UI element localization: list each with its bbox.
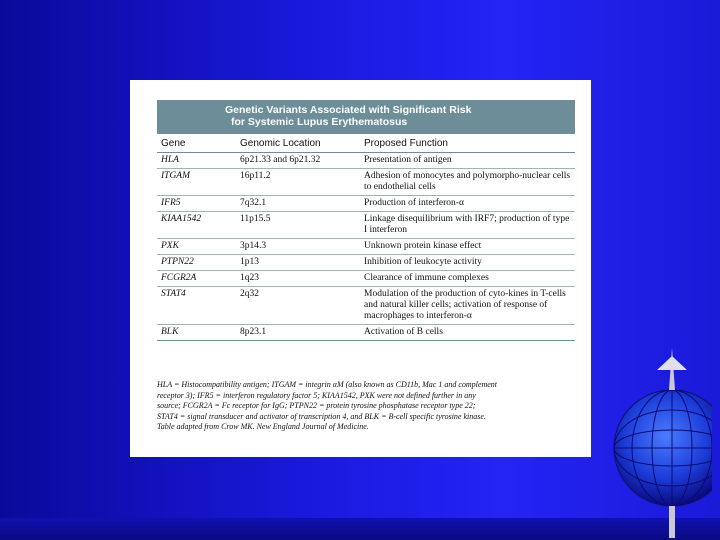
variants-table — [157, 100, 575, 341]
location-cell: 16p11.2 — [236, 169, 360, 196]
table-title-line1: Genetic Variants Associated with Significant Risk — [225, 104, 472, 116]
function-cell: Activation of B cells — [360, 325, 575, 341]
gene-cell: STAT4 — [157, 287, 236, 325]
header-function: Proposed Function — [360, 134, 575, 153]
location-cell: 6p21.33 and 6p21.32 — [236, 153, 360, 169]
header-location: Genomic Location — [236, 134, 360, 153]
table-row — [157, 153, 575, 169]
header-gene: Gene — [157, 134, 236, 153]
table-row — [157, 239, 575, 255]
function-cell: Unknown protein kinase effect — [360, 239, 575, 255]
table-row — [157, 271, 575, 287]
table-row — [157, 325, 575, 341]
function-cell: Inhibition of leukocyte activity — [360, 255, 575, 271]
gene-cell: BLK — [157, 325, 236, 341]
header-row — [157, 134, 575, 153]
footnote-line: STAT4 = signal transducer and activator of transcription 4, and BLK = B-cell specific tyrosine kinase. — [157, 411, 486, 421]
footnote-source: Table adapted from Crow MK. New England Journal of Medicine. — [157, 422, 369, 431]
gene-cell: HLA — [157, 153, 236, 169]
function-cell: Production of interferon-α — [360, 196, 575, 212]
function-cell: Linkage disequilibrium with IRF7; production of type I interferon — [360, 212, 575, 239]
footnote-line: HLA = Histocompatibility antigen; ITGAM = integrin αM (also known as CD11b, Mac 1 and complement — [157, 380, 497, 389]
location-cell: 8p23.1 — [236, 325, 360, 341]
location-cell: 1p13 — [236, 255, 360, 271]
location-cell: 2q32 — [236, 287, 360, 325]
table-footnote — [157, 380, 577, 433]
table-card — [130, 80, 591, 457]
footnote-line: receptor 3); IFR5 = interferon regulatory factor 5; KIAA1542, PXK were not defined further in any — [157, 390, 476, 400]
gene-cell: ITGAM — [157, 169, 236, 196]
globe-icon — [602, 338, 712, 538]
table-row — [157, 212, 575, 239]
table-row — [157, 169, 575, 196]
gene-cell: KIAA1542 — [157, 212, 236, 239]
gene-cell: FCGR2A — [157, 271, 236, 287]
location-cell: 11p15.5 — [236, 212, 360, 239]
gene-cell: PXK — [157, 239, 236, 255]
table-title — [157, 100, 575, 134]
location-cell: 1q23 — [236, 271, 360, 287]
location-cell: 3p14.3 — [236, 239, 360, 255]
location-cell: 7q32.1 — [236, 196, 360, 212]
table-row — [157, 287, 575, 325]
table-row — [157, 255, 575, 271]
gene-cell: PTPN22 — [157, 255, 236, 271]
table-row — [157, 196, 575, 212]
function-cell: Adhesion of monocytes and polymorpho-nuclear cells to endothelial cells — [360, 169, 575, 196]
function-cell: Clearance of immune complexes — [360, 271, 575, 287]
function-cell: Presentation of antigen — [360, 153, 575, 169]
gene-cell: IFR5 — [157, 196, 236, 212]
footnote-line: source; FCGR2A = Fc receptor for IgG; PTPN22 = protein tyrosine phosphatase receptor type 22; — [157, 401, 476, 410]
table-title-line2: for Systemic Lupus Erythematosus — [231, 116, 408, 128]
function-cell: Modulation of the production of cyto-kines in T-cells and natural killer cells; activation of response of macrophages to interferon-α — [360, 287, 575, 325]
